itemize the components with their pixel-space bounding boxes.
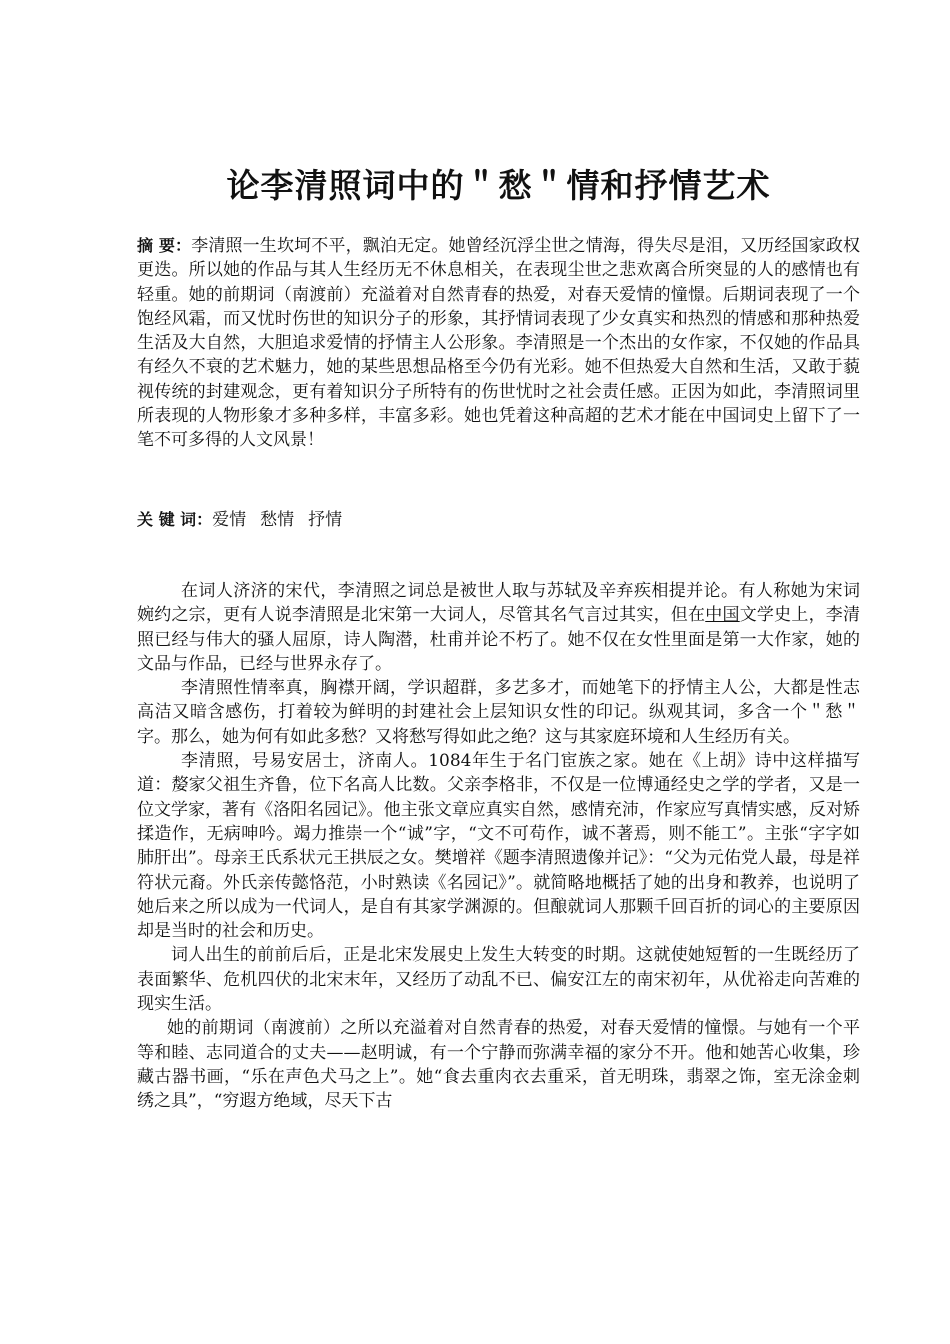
keyword: 抒情 xyxy=(308,510,343,530)
keyword: 愁情 xyxy=(260,510,295,530)
paragraph-text: 在词人济济的宋代，李清照之词总是被世人取与苏轼及辛弃疾相提并论。有人称她为宋词婉约之宗，更有人说李清照是北宋第一大词人，尽管其名气言过其实，但在 xyxy=(137,581,860,626)
paragraph: 李清照，号易安居士，济南人。1084年生于名门宦族之家。她在《上胡》诗中这样描写道：嫠家父祖生齐鲁，位下名高人比数。父亲李格非，不仅是一位博通经史之学的学者，又是一位文学家，著有《洛阳名园记》。他主张文章应真实自然，感情充沛，作家应写真情实感，反对矫揉造作，无病呻吟。竭力推崇一个“诚”字，“文不可苟作，诚不著焉，则不能工”。主张“字字如肺肝出”。母亲王氏系状元王拱辰之女。樊增祥《题李清照遗像并记》：“父为元佑党人最，母是祥符状元裔。外氏亲传懿恪范，小时熟读《名园记》”。就简略地概括了她的出身和教养，也说明了她后来之所以成为一代词人，是自有其家学渊源的。但酿就词人那颗千回百折的词心的主要原因却是当时的社会和历史。 xyxy=(137,751,860,942)
link-china[interactable]: 中国 xyxy=(705,605,740,626)
paragraph: 词人出生的前前后后，正是北宋发展史上发生大转变的时期。这就使她短暂的一生既经历了表面繁华、危机四伏的北宋末年，又经历了动乱不已、偏安江左的南宋初年，从优裕走向苦难的现实生活。 xyxy=(137,945,860,1015)
paragraph: 她的前期词（南渡前）之所以充溢着对自然青春的热爱，对春天爱情的憧憬。与她有一个平等和睦、志同道合的丈夫——赵明诚，有一个宁静而弥满幸福的家分不开。他和她苦心收集，珍藏古器书画，“乐在声色犬马之上”。她“食去重肉衣去重采，首无明珠，翡翠之饰，室无涂金刺绣之具”，“穷遐方绝域，尽天下古 xyxy=(137,1018,860,1112)
paragraph: 李清照性情率真，胸襟开阔，学识超群，多艺多才，而她笔下的抒情主人公，大都是性志高洁又暗含感伤，打着较为鲜明的封建社会上层知识女性的印记。纵观其词，多含一个＂愁＂字。那么，她为何有如此多愁？又将愁写得如此之绝？这与其家庭环境和人生经历有关。 xyxy=(137,678,860,747)
abstract xyxy=(137,234,860,453)
paragraph-text: 文学史上，李清照已经与伟大的骚人屈原，诗人陶潜，杜甫并论不朽了。她不仅在女性里面是第一大作家，她的文品与作品，已经与世界永存了。 xyxy=(137,605,861,674)
abstract-label: 摘 要： xyxy=(137,236,192,255)
paragraph xyxy=(137,579,860,676)
body-text xyxy=(137,579,860,1114)
abstract-text: 李清照一生坎坷不平，飘泊无定。她曾经沉浮尘世之情海，得失尽是泪，又历经国家政权更迭。所以她的作品与其人生经历无不休息相关，在表现尘世之悲欢离合所突显的人的感情也有轻重。她的前期词（南渡前）充溢着对自然青春的热爱，对春天爱情的憧憬。后期词表现了一个饱经风霜，而又忧时伤世的知识分子的形象，其抒情词表现了少女真实和热烈的情感和那种热爱生活及大自然，大胆追求爱情的抒情主人公形象。李清照是一个杰出的女作家，不仅她的作品具有经久不衰的艺术魅力，她的某些思想品格至今仍有光彩。她不但热爱大自然和生活，又敢于藐视传统的封建观念，更有着知识分子所特有的伤世忧时之社会责任感。正因为如此，李清照词里所表现的人物形象才多种多样，丰富多彩。她也凭着这种高超的艺术才能在中国词史上留下了一笔不可多得的人文风景！ xyxy=(137,236,860,451)
keywords xyxy=(137,508,860,532)
keywords-label: 关 键 词： xyxy=(137,510,213,529)
keyword: 爱情 xyxy=(212,510,247,530)
page-title: 论李清照词中的＂愁＂情和抒情艺术 xyxy=(226,166,771,205)
